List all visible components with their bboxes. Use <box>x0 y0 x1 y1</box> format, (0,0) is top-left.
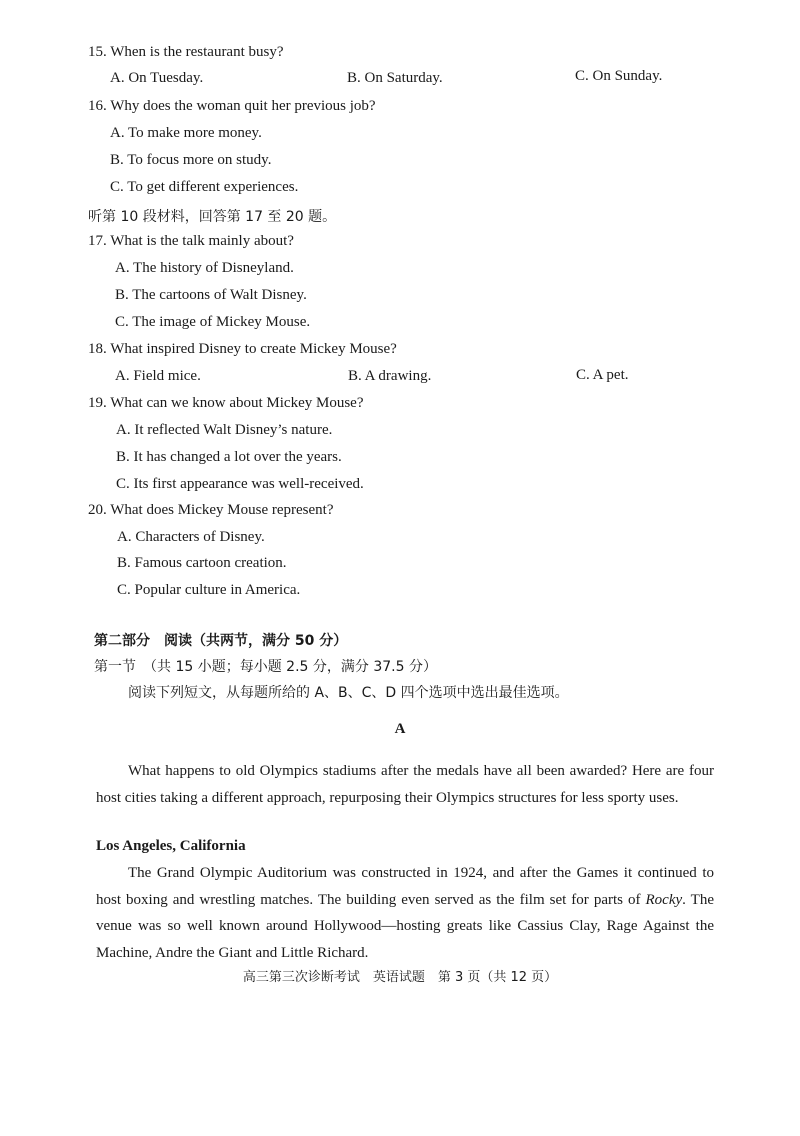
question-18-option-a: A. Field mice. <box>115 368 201 384</box>
question-20-option-a: A. Characters of Disney. <box>117 529 265 545</box>
section-subtitle: 第一节 （共 15 小题；每小题 2.5 分，满分 37.5 分） <box>94 659 437 675</box>
intro-paragraph: What happens to old Olympics stadiums after the medals have all been awarded? Here are four host cities taking a different approach, repurposing their Olympics structures for less sporty uses. <box>96 763 714 806</box>
question-17-option-a: A. The history of Disneyland. <box>115 260 294 276</box>
question-17-stem: 17. What is the talk mainly about? <box>88 233 294 249</box>
question-18-option-c: C. A pet. <box>576 367 629 383</box>
city-text-2: . The venue was so well known around Hollywood—hosting greats like Cassius Clay, Rage Against the Machine, Andre the Giant and Little Richard. <box>96 891 714 961</box>
question-20-option-b: B. Famous cartoon creation. <box>117 555 287 571</box>
question-19-option-c: C. Its first appearance was well-received. <box>116 476 364 492</box>
reading-instruction: 阅读下列短文，从每题所给的 A、B、C、D 四个选项中选出最佳选项。 <box>128 685 569 701</box>
film-title: Rocky <box>645 891 683 908</box>
question-15-option-b: B. On Saturday. <box>347 70 443 86</box>
listening-instruction: 听第 10 段材料，回答第 17 至 20 题。 <box>88 209 337 225</box>
question-20-stem: 20. What does Mickey Mouse represent? <box>88 502 334 518</box>
question-19-stem: 19. What can we know about Mickey Mouse? <box>88 395 364 411</box>
question-15-option-c: C. On Sunday. <box>575 68 663 84</box>
passage-intro <box>96 758 714 811</box>
question-16-stem: 16. Why does the woman quit her previous job? <box>88 98 376 114</box>
question-18-option-b: B. A drawing. <box>348 368 432 384</box>
question-19-option-a: A. It reflected Walt Disney’s nature. <box>116 422 333 438</box>
passage-label: A <box>394 721 406 737</box>
city-heading: Los Angeles, California <box>96 838 246 854</box>
question-16-option-b: B. To focus more on study. <box>110 152 272 168</box>
city-paragraph <box>96 860 714 966</box>
city-text-1: The Grand Olympic Auditorium was constructed in 1924, and after the Games it continued to host boxing and wrestling matches. The building even served as the film set for parts of <box>96 865 714 908</box>
question-16-option-c: C. To get different experiences. <box>110 179 299 195</box>
question-18-stem: 18. What inspired Disney to create Mickey Mouse? <box>88 341 397 357</box>
section-title: 第二部分 阅读（共两节，满分 50 分） <box>94 633 348 649</box>
question-15-stem: 15. When is the restaurant busy? <box>88 44 284 60</box>
question-19-option-b: B. It has changed a lot over the years. <box>116 449 342 465</box>
page-footer: 高三第三次诊断考试 英语试题 第 3 页（共 12 页） <box>242 970 558 985</box>
question-17-option-b: B. The cartoons of Walt Disney. <box>115 287 307 303</box>
question-15-option-a: A. On Tuesday. <box>110 70 204 86</box>
question-17-option-c: C. The image of Mickey Mouse. <box>115 314 311 330</box>
question-20-option-c: C. Popular culture in America. <box>117 582 301 598</box>
question-16-option-a: A. To make more money. <box>110 125 262 141</box>
